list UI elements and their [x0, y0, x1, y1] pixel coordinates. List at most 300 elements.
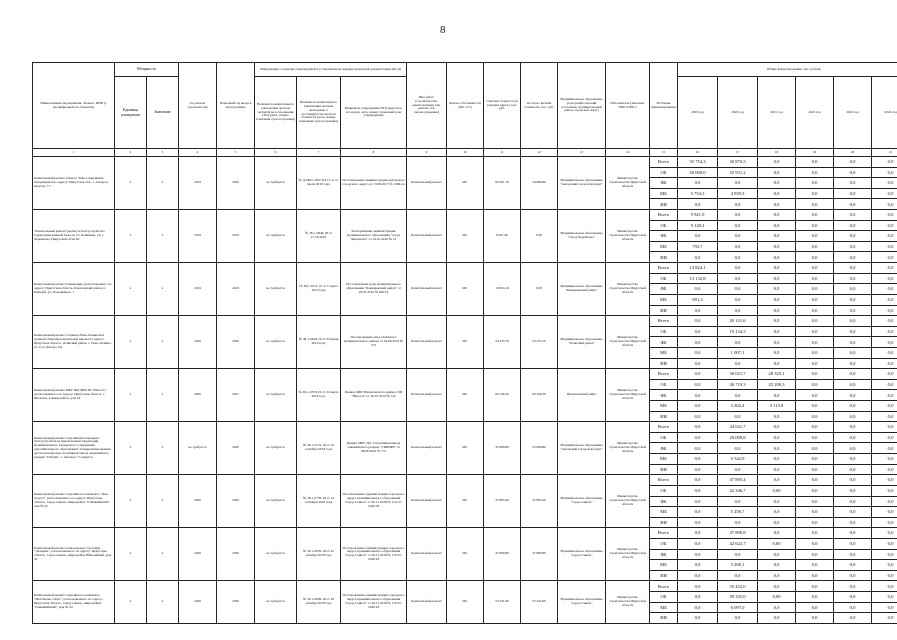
fin-amount: 0,0 [758, 411, 796, 422]
reliability-conclusion: № Д-062/1-0637/04 15 от 17 июля 2019 года [297, 157, 341, 210]
power-value: х [147, 263, 179, 316]
power-unit: х [115, 210, 147, 263]
fin-amount: 0,0 [758, 347, 796, 358]
fin-amount: 0,0 [718, 390, 758, 401]
fin-amount: 5 258,7 [718, 507, 758, 518]
fin-amount: 0,0 [834, 326, 872, 337]
header-req-psd: Реквизиты утверждения ПСД (вид акта, кто издал, дата, номер; плановый срок утверждения) [341, 77, 407, 149]
fin-amount: 0,0 [678, 199, 718, 210]
column-number: 21 [872, 149, 897, 157]
fin-amount: 55 432,0 [718, 581, 758, 592]
fin-source: ФБ [650, 284, 678, 295]
fin-source: ОБ [650, 538, 678, 549]
estimated-cost: 90 581.10 [484, 157, 521, 210]
year-commission: 2019 [217, 210, 255, 263]
fin-amount: 0,0 [758, 581, 796, 592]
fin-amount: 0,0 [718, 284, 758, 295]
year-start: не требуется [179, 422, 217, 475]
fin-amount: 0,0 [834, 538, 872, 549]
fin-amount: 0,0 [834, 252, 872, 263]
fin-amount: 3 115,8 [758, 401, 796, 412]
fin-amount: 0,0 [796, 157, 834, 168]
power-unit: х [115, 263, 147, 316]
fin-amount: 49 335,0 [718, 591, 758, 602]
fin-source: Всего [650, 263, 678, 274]
fin-amount: 0,0 [718, 210, 758, 221]
fin-amount: 0,0 [758, 305, 796, 316]
fin-amount: 0,0 [678, 528, 718, 539]
reliability-conclusion: № 38-1-0741-18 от 10 сентября 2018 года [297, 422, 341, 475]
table-body [33, 157, 897, 624]
fin-amount: 5 754,3 [678, 188, 718, 199]
fin-amount: 0,0 [872, 517, 897, 528]
fin-amount: 0,0 [796, 358, 834, 369]
column-number: 19 [796, 149, 834, 157]
fin-source: МБ [650, 241, 678, 252]
fin-amount: 0,0 [718, 358, 758, 369]
work-type: Капитальный ремонт [407, 475, 447, 528]
work-type: Капитальный ремонт [407, 581, 447, 624]
psd-requisites: Постановление мэра Осинского муниципального района от 19.06.2019 № 373 [341, 316, 407, 369]
fin-source: Всего [650, 475, 678, 486]
column-number: 14 [606, 149, 650, 157]
table-row [33, 581, 897, 592]
fin-amount: 0,0 [872, 432, 897, 443]
fin-amount: 0,0 [834, 401, 872, 412]
header-year: 2022 год [796, 77, 834, 149]
work-type: Капитальный ремонт [407, 528, 447, 581]
fin-amount: 0,0 [678, 252, 718, 263]
fin-amount: 0,0 [796, 422, 834, 433]
fin-source: ФБ [650, 337, 678, 348]
table-row [33, 528, 897, 539]
fin-amount: 0,0 [796, 570, 834, 581]
column-number: 8 [341, 149, 407, 157]
fin-amount: 0,0 [872, 178, 897, 189]
year-start: 2020 [179, 581, 217, 624]
object-name: Капитальный ремонт МБУ ЦФ ДЮСШ "Юность", расположенного по адресу: Иркутская область, г. Шелехов, 4 микрорайон, дом 44 [33, 369, 115, 422]
fin-amount: 13 824,1 [678, 263, 718, 274]
column-number: 12 [521, 149, 558, 157]
fin-amount: 0,0 [872, 613, 897, 624]
fin-source: ИИ [650, 517, 678, 528]
column-numbers-row [33, 149, 897, 157]
year-start: 2020 [179, 369, 217, 422]
header-est-cost: Сметная стоимость (в текущих ценах), тыс. руб. [484, 63, 521, 149]
fin-amount: 0,0 [718, 252, 758, 263]
expert-status: не требуется [255, 369, 297, 422]
fin-amount: 0,0 [678, 369, 718, 380]
column-number: 7 [297, 149, 341, 157]
fin-amount: 30 021,7 [718, 369, 758, 380]
ownership: МС [447, 528, 484, 581]
power-value: х [147, 157, 179, 210]
fin-amount: 0,0 [758, 241, 796, 252]
fin-amount: 0,0 [678, 379, 718, 390]
fin-amount: 0,0 [872, 570, 897, 581]
executor: Министерство строительства Иркутской области [606, 369, 650, 422]
fin-amount: 0,0 [718, 263, 758, 274]
header-name: Наименование мероприятия, объекта, ИНП (с расшифровкой по объектам) [33, 63, 115, 149]
header-docs: Информация о наличии утвержденной в установленном порядке проектной документации (ПСД) [255, 63, 407, 77]
fin-amount: 0,0 [834, 454, 872, 465]
ownership: МС [447, 210, 484, 263]
fin-amount: 0,0 [796, 432, 834, 443]
psd-requisites: Постановление администрации городского округа муниципального образования "город Саянск" от 26.11.2018 № 110-37-1289-18 [341, 581, 407, 624]
fin-source: ОБ [650, 167, 678, 178]
municipality: Муниципальное образование "город Саянск" [558, 475, 606, 528]
fin-amount: 0,0 [834, 178, 872, 189]
fin-amount: 0,0 [796, 326, 834, 337]
fin-source: Всего [650, 422, 678, 433]
fin-amount: 0,0 [872, 507, 897, 518]
estimated-cost: 9 921.90 [484, 210, 521, 263]
power-unit: х [115, 369, 147, 422]
fin-source: ОБ [650, 273, 678, 284]
column-number: 9 [407, 149, 447, 157]
header-customer: Муниципальное образование (городской/сельский поселения, муниципальный район, городской округ) [558, 63, 606, 149]
fin-amount: 0,0 [758, 284, 796, 295]
fin-amount: 0,0 [872, 379, 897, 390]
fin-amount: 691,3 [678, 294, 718, 305]
fin-amount: 0,0 [796, 199, 834, 210]
fin-amount: 0,0 [834, 570, 872, 581]
fin-amount: 0,0 [872, 199, 897, 210]
fin-amount: 0,0 [872, 252, 897, 263]
fin-amount: 9 921,9 [678, 210, 718, 221]
fin-source: Всего [650, 210, 678, 221]
fin-amount: 0,0 [678, 560, 718, 571]
fin-amount: 0,0 [678, 401, 718, 412]
fin-amount: 0,0 [718, 241, 758, 252]
power-unit: х [115, 475, 147, 528]
expert-status: не требуется [255, 210, 297, 263]
table-row [33, 210, 897, 221]
ownership: МС [447, 316, 484, 369]
fin-amount: 55 754,3 [678, 157, 718, 168]
column-number: 10 [447, 149, 484, 157]
fin-amount: 0,0 [758, 517, 796, 528]
fin-source: ИИ [650, 411, 678, 422]
fin-amount: 0,0 [758, 231, 796, 242]
fin-amount: 0,0 [758, 443, 796, 454]
fin-amount: 0,0 [758, 326, 796, 337]
psd-requisites: Постановление администрации городского округа муниципального образования "город Саянск" от 26.11.2018 № 110-37-1288-18 [341, 528, 407, 581]
fin-amount: 0,0 [678, 347, 718, 358]
fin-amount: 0,0 [796, 454, 834, 465]
fin-amount: 0,0 [872, 284, 897, 295]
fin-amount: 0,0 [796, 188, 834, 199]
fin-amount: 0,0 [834, 188, 872, 199]
municipality: Муниципальное образование "город Черемхово" [558, 210, 606, 263]
year-start: 2020 [179, 528, 217, 581]
psd-requisites: Приказ МБУ ДО "Спортивная школа олимпийского резерва "СИБИРЬ" от 28.08.2019 № 77а [341, 422, 407, 475]
fin-source: ИИ [650, 199, 678, 210]
fin-amount: 0,0 [872, 454, 897, 465]
fin-amount: 20 141,6 [718, 316, 758, 327]
header-remain-cost: Остаток сметной стоимости, тыс. руб. [521, 63, 558, 149]
fin-amount: 0,0 [834, 157, 872, 168]
fin-amount: 0,0 [834, 284, 872, 295]
expert-status: не требуется [255, 263, 297, 316]
fin-amount: 0,0 [796, 528, 834, 539]
fin-amount: 0,0 [834, 358, 872, 369]
fin-amount: 0,0 [678, 316, 718, 327]
fin-source: ФБ [650, 443, 678, 454]
fin-source: ОБ [650, 220, 678, 231]
expert-status: не требуется [255, 316, 297, 369]
fin-amount: 0,0 [834, 411, 872, 422]
power-unit: х [115, 157, 147, 210]
fin-amount: 0,0 [678, 464, 718, 475]
fin-amount: 0,0 [872, 167, 897, 178]
executor: Министерство строительства Иркутской области [606, 316, 650, 369]
fin-amount: 0,0 [678, 517, 718, 528]
fin-amount: 0,0 [796, 284, 834, 295]
fin-amount: 0,0 [796, 220, 834, 231]
power-value: х [147, 528, 179, 581]
fin-amount: 0,0 [796, 602, 834, 613]
estimated-cost: 55 431.60 [484, 581, 521, 624]
fin-amount: 0,0 [834, 591, 872, 602]
year-start: 2019 [179, 263, 217, 316]
reliability-conclusion: № 38-1-0840-18 от 15.10.2018 [297, 210, 341, 263]
fin-amount: 47 890,8 [718, 528, 758, 539]
fin-amount: 0,0 [796, 613, 834, 624]
ownership: МС [447, 475, 484, 528]
year-commission: 2020 [217, 581, 255, 624]
municipality: Муниципальное образование "Ангарский городской округ" [558, 422, 606, 475]
fin-amount: 0,0 [758, 390, 796, 401]
executor: Министерство строительства Иркутской области [606, 581, 650, 624]
fin-amount: 0,0 [758, 613, 796, 624]
fin-source: ФБ [650, 231, 678, 242]
fin-amount: 0,0 [834, 167, 872, 178]
fin-amount: 0,0 [872, 241, 897, 252]
fin-amount: 0,0 [834, 199, 872, 210]
estimated-cost: 47 890.80 [484, 528, 521, 581]
work-type: Капитальный ремонт [407, 369, 447, 422]
fin-amount: 0,0 [758, 199, 796, 210]
power-unit: х [115, 528, 147, 581]
fin-source: ФБ [650, 496, 678, 507]
fin-amount: 0,0 [834, 347, 872, 358]
header-year: 2024 год [872, 77, 897, 149]
estimated-cost: 47 895.40 [484, 475, 521, 528]
object-name: Капитальный ремонт стадиона Ново-Ленинской средней общеобразовательной школы по адресу: Иркутская область, Осинский район, с. Ново-Ленино, ул. Сугэ-Батора, 9А [33, 316, 115, 369]
fin-amount: 0,0 [834, 496, 872, 507]
column-number: 6 [255, 149, 297, 157]
fin-amount: 0,0 [678, 581, 718, 592]
power-unit: х [115, 581, 147, 624]
psd-requisites: Постановление администрации городского округа муниципального образования "город Саянск" от 26.11.2018 № 110-37-1290-18 [341, 475, 407, 528]
estimated-cost: 24 235.70 [484, 316, 521, 369]
fin-amount: 0,0 [758, 220, 796, 231]
ownership: МС [447, 157, 484, 210]
fin-amount: 0,0 [718, 305, 758, 316]
fin-source: ОБ [650, 591, 678, 602]
psd-requisites: Приказ МБУ Шелеховского района СШ "Юность" от 30.07.2019 № 142 [341, 369, 407, 422]
fin-amount: 0,0 [678, 284, 718, 295]
object-name: Капитальный ремонт объекта "Бара спортивная, находящаяся по адресу: Иркутская обл., г. Ангарск, квартал, 71" [33, 157, 115, 210]
remaining-cost: 0.00 [521, 263, 558, 316]
header-year-commission: Плановый год ввода в эксплуатацию [217, 63, 255, 149]
fin-amount: 0,0 [796, 273, 834, 284]
fin-amount: 0,0 [796, 178, 834, 189]
fin-amount: 0,0 [872, 422, 897, 433]
fin-source: Всего [650, 369, 678, 380]
fin-amount: 0,0 [758, 496, 796, 507]
fin-amount: 0,0 [678, 358, 718, 369]
fin-amount: 0,0 [678, 507, 718, 518]
fin-source: ОБ [650, 432, 678, 443]
fin-amount: 0,0 [872, 581, 897, 592]
fin-amount: 0,0 [796, 443, 834, 454]
power-value: х [147, 581, 179, 624]
column-number: 20 [834, 149, 872, 157]
fin-amount: 0,0 [678, 602, 718, 613]
remaining-cost: 24 235.70 [521, 316, 558, 369]
object-name: Капитальный ремонт помещения, расположенного по адресу: Иркутская область, Балаганский район, п. Баяндай, ул. Полодяжное, 1 [33, 263, 115, 316]
fin-amount: 0,0 [758, 294, 796, 305]
fin-amount: 0,0 [796, 560, 834, 571]
fin-source: ФБ [650, 390, 678, 401]
fin-amount: 0,0 [834, 443, 872, 454]
fin-amount: 25 931,2 [718, 167, 758, 178]
fin-amount: 0,0 [834, 475, 872, 486]
fin-amount: 0,0 [678, 422, 718, 433]
fin-amount: 0,0 [796, 517, 834, 528]
reliability-conclusion: № 38-1-0829-18 от 18 октября 2018 года [297, 581, 341, 624]
reliability-conclusion: № 38-1-0379-19 от 22 марта 2019 года [297, 369, 341, 422]
estimated-cost: 35 668.80 [484, 422, 521, 475]
table-row [33, 369, 897, 380]
fin-amount: 0,0 [758, 475, 796, 486]
fin-amount: 0,0 [796, 305, 834, 316]
fin-amount: 0,0 [796, 337, 834, 348]
fin-source: Всего [650, 581, 678, 592]
fin-amount: 0,0 [796, 411, 834, 422]
fin-amount: 0,0 [872, 369, 897, 380]
fin-amount: 0,0 [678, 454, 718, 465]
expert-status: не требуется [255, 422, 297, 475]
fin-amount: 0,0 [872, 231, 897, 242]
fin-amount: 0,0 [758, 157, 796, 168]
header-year: 2021 год [758, 77, 796, 149]
fin-amount: 0,0 [872, 602, 897, 613]
fin-amount: 0,0 [796, 263, 834, 274]
fin-amount: 0,0 [872, 528, 897, 539]
fin-amount: 0,0 [872, 560, 897, 571]
municipality: Муниципальное образование "город Саянск" [558, 581, 606, 624]
fin-amount: 0,0 [834, 241, 872, 252]
fin-amount: 0,0 [678, 390, 718, 401]
fin-amount: 0,0 [758, 263, 796, 274]
column-number: 18 [758, 149, 796, 157]
fin-amount: 0,00 [758, 485, 796, 496]
year-start: 2020 [179, 316, 217, 369]
fin-amount: 0,0 [758, 358, 796, 369]
fin-amount: 50 000,0 [678, 167, 718, 178]
fin-amount: 0,0 [796, 231, 834, 242]
fin-amount: 0,0 [718, 337, 758, 348]
fin-amount: 0,0 [718, 220, 758, 231]
fin-amount: 0,0 [834, 231, 872, 242]
year-commission: 2020 [217, 316, 255, 369]
municipality: Муниципальное образование "город Саянск" [558, 528, 606, 581]
fin-amount: 0,0 [678, 326, 718, 337]
remaining-cost: 47 890.80 [521, 528, 558, 581]
ownership: МС [447, 263, 484, 316]
fin-amount: 0,0 [834, 613, 872, 624]
fin-amount: 19 134,5 [718, 326, 758, 337]
fin-source: МБ [650, 401, 678, 412]
column-number: 3 [147, 149, 179, 157]
work-type: Капитальный ремонт [407, 157, 447, 210]
fin-amount: 0,0 [872, 401, 897, 412]
fin-source: ИИ [650, 252, 678, 263]
fin-amount: 0,0 [796, 294, 834, 305]
fin-amount: 0,0 [796, 252, 834, 263]
year-start: 2020 [179, 475, 217, 528]
fin-amount: 0,0 [796, 347, 834, 358]
fin-amount: 0,0 [678, 337, 718, 348]
header-ownership: Форма собственности (МС, ГС) [447, 63, 484, 149]
power-value: х [147, 422, 179, 475]
fin-amount: 30 870,5 [718, 157, 758, 168]
fin-amount: 9 128,2 [678, 220, 718, 231]
fin-amount: 0,0 [834, 528, 872, 539]
reliability-conclusion: № 38-1-0618-19 от 03 июня 2019 года [297, 316, 341, 369]
fin-amount: 0,0 [796, 464, 834, 475]
ownership: МС [447, 581, 484, 624]
reliability-conclusion: № 38-1-0311-19 от 7 марта 2019 года [297, 263, 341, 316]
fin-amount: 0,0 [872, 273, 897, 284]
fin-amount: 0,0 [796, 538, 834, 549]
fin-amount: 0,0 [872, 337, 897, 348]
psd-requisites: Постановление мэра муниципального образования "Баяндаевский район" от 29.03.2019 № 626/19 [341, 263, 407, 316]
column-number: 5 [217, 149, 255, 157]
fin-source: МБ [650, 454, 678, 465]
fin-amount: 0,0 [718, 178, 758, 189]
reliability-conclusion: № 38-1-0835-18 от 22 октября 2018 года [297, 528, 341, 581]
fin-amount: 0,0 [834, 464, 872, 475]
column-number: 1 [33, 149, 115, 157]
fin-amount: 0,0 [718, 443, 758, 454]
fin-amount: 0,0 [872, 549, 897, 560]
fin-source: ОБ [650, 485, 678, 496]
fin-source: ФБ [650, 178, 678, 189]
fin-source: ИИ [650, 305, 678, 316]
fin-source: Всего [650, 316, 678, 327]
fin-amount: 26 719,3 [718, 379, 758, 390]
table-row [33, 263, 897, 274]
fin-amount: 0,0 [758, 178, 796, 189]
fin-amount: 0,0 [796, 369, 834, 380]
table-row [33, 316, 897, 327]
year-start: 2019 [179, 210, 217, 263]
fin-amount: 0,00 [758, 538, 796, 549]
fin-amount: 0,0 [718, 570, 758, 581]
fin-amount: 0,0 [678, 411, 718, 422]
column-number: 17 [718, 149, 758, 157]
expert-status: не требуется [255, 475, 297, 528]
fin-amount: 0,0 [718, 273, 758, 284]
table-header [33, 63, 897, 157]
fin-amount: 0,0 [758, 602, 796, 613]
fin-amount: 0,0 [718, 294, 758, 305]
fin-amount: 0,0 [758, 167, 796, 178]
